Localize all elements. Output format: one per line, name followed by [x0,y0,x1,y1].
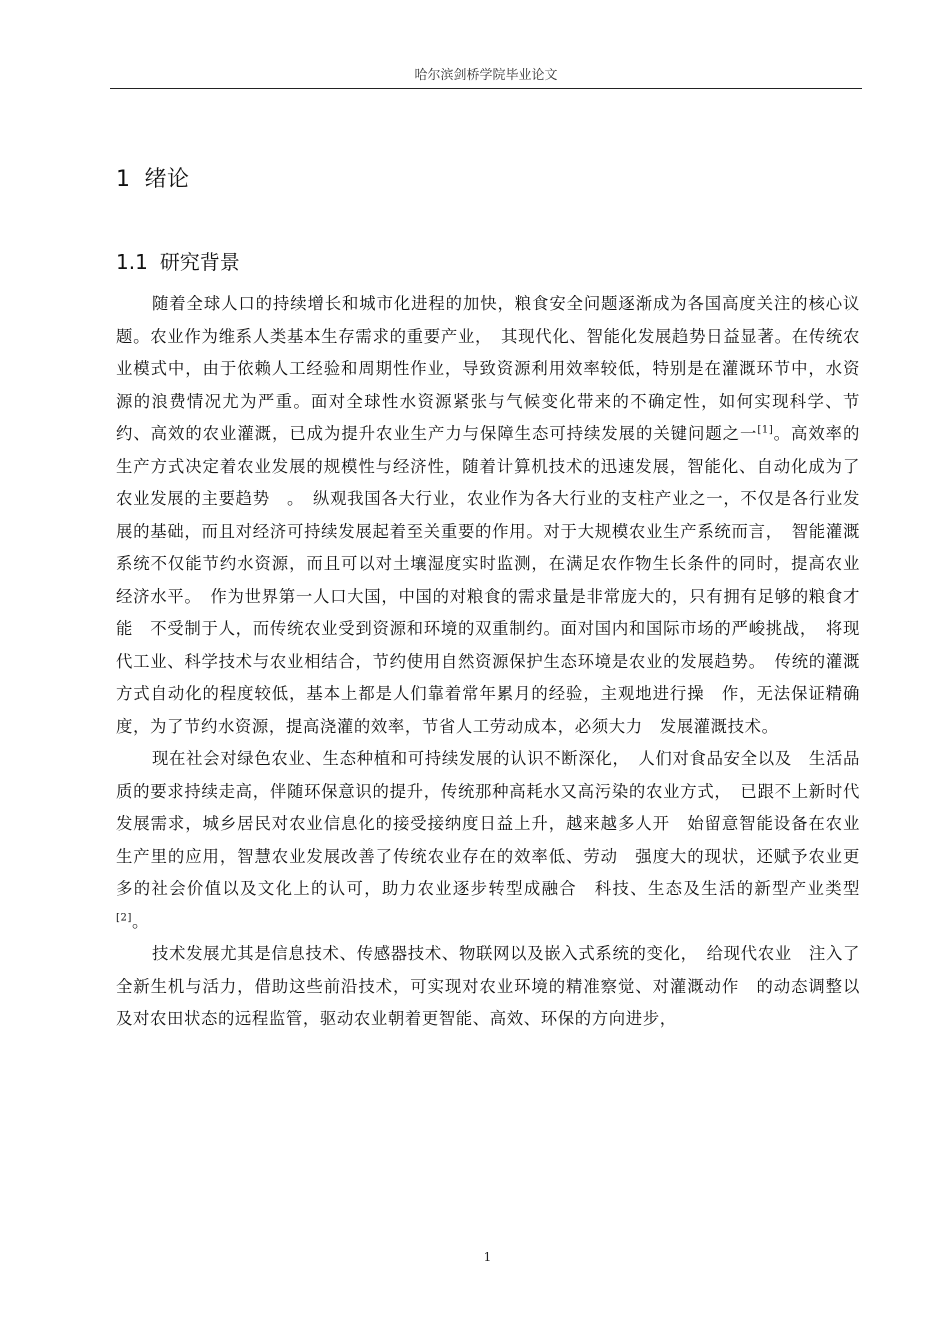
paragraph-1-tail: 。高效率的生产方式决定着农业发展的规模性与经济性，随着计算机技术的迅速发展，智能化、自动化成为了农业发展的主要趋势 。 纵观我国各大行业，农业作为各大行业的支柱产业之一，不仅是各行业发展的基础，而且对经济可持续发展起着至关重要的作用。对于大规模农业生产系统而言， 智能灌溉系统不仅能节约水资源，而且可以对土壤湿度实时监测，在满足农作物生长条件的同时，提高农业经济水平。 作为世界第一人口大国，中国的对粮食的需求量是非常庞大的，只有拥有足够的粮食才能 不受制于人，而传统农业受到资源和环境的双重制约。面对国内和国际市场的严峻挑战， 将现代工业、科学技术与农业相结合，节约使用自然资源保护生态环境是农业的发展趋势。 传统的灌溉方式自动化的程度较低，基本上都是人们靠着常年累月的经验，主观地进行操 作，无法保证精确度，为了节约水资源，提高浇灌的效率，节省人工劳动成本，必须大力 发展灌溉技术。 [116,424,860,736]
section-title-text: 研究背景 [159,250,240,274]
chapter-number: 1 [116,167,131,192]
chapter-title [116,160,860,200]
paragraph-2-tail: 。 [131,911,149,931]
section-title [116,244,860,280]
paragraph-2 [116,743,860,938]
paragraph-3-text: 技术发展尤其是信息技术、传感器技术、物联网以及嵌入式系统的变化， 给现代农业 注入了全新生机与活力，借助这些前沿技术，可实现对农业环境的精准察觉、对灌溉动作 的动态调整以及对农田状态的远程监管，驱动农业朝着更智能、高效、环保的方向进步， [116,944,860,1028]
section-number: 1.1 [116,250,148,274]
paragraph-1-text: 随着全球人口的持续增长和城市化进程的加快，粮食安全问题逐渐成为各国高度关注的核心议题。农业作为维系人类基本生存需求的重要产业， 其现代化、智能化发展趋势日益显著。在传统农业模式中，由于依赖人工经验和周期性作业，导致资源利用效率较低，特别是在灌溉环节中，水资源的浪费情况尤为严重。面对全球性水资源紧张与气候变化带来的不确定性，如何实现科学、节约、高效的农业灌溉，已成为提升农业生产力与保障生态可持续发展的关键问题之一 [116,294,860,443]
page-number: 1 [483,1250,492,1264]
citation-1[interactable]: [1] [757,424,774,436]
paragraph-3 [116,938,860,1036]
paragraph-2-text: 现在社会对绿色农业、生态种植和可持续发展的认识不断深化， 人们对食品安全以及 生活品质的要求持续走高，伴随环保意识的提升，传统那种高耗水又高污染的农业方式， 已跟不上新时代发展需求，城乡居民对农业信息化的接受接纳度日益上升，越来越多人开 始留意智能设备在农业生产里的应用，智慧农业发展改善了传统农业存在的效率低、劳动 强度大的现状，还赋予农业更多的社会价值以及文化上的认可，助力农业逐步转型成融合 科技、生态及生活的新型产业类型 [116,749,860,898]
header-rule [110,88,862,89]
page-content [116,160,860,1036]
running-header: 哈尔滨剑桥学院毕业论文 [414,68,558,83]
paragraph-1 [116,288,860,743]
citation-2[interactable]: [2] [116,912,132,924]
chapter-title-text: 绪论 [144,167,190,192]
